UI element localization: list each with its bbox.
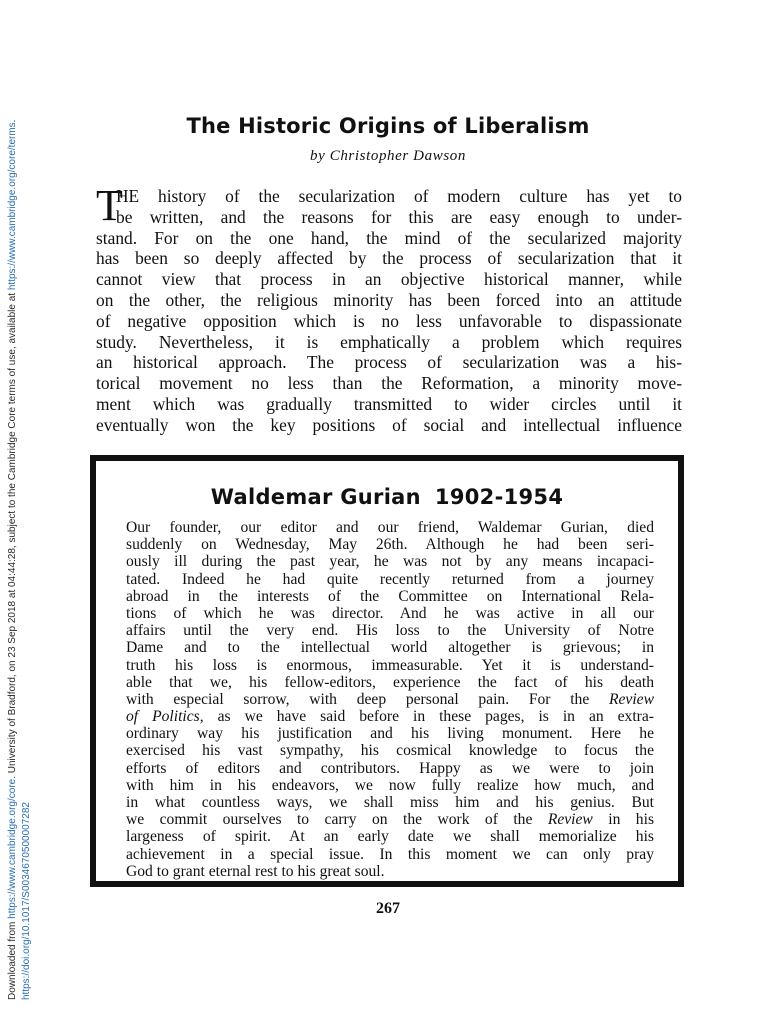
article-title: The Historic Origins of Liberalism — [186, 114, 590, 138]
download-notice — [0, 0, 44, 1024]
article-line: ment which was gradually transmitted to wider circles until it — [96, 393, 682, 414]
obituary-line: suddenly on Wednesday, May 26th. Although he had been seri- — [126, 536, 654, 554]
article-line: has been so deeply affected by the process of secularization that it — [96, 248, 682, 269]
obituary-line: efforts of editors and contributors. Happy as we were to join — [126, 759, 654, 777]
obituary-line: ordinary way his justification and his living monument. Here he — [126, 725, 654, 743]
obituary-line: truth his loss is enormous, immeasurable. Yet it is understand- — [126, 656, 654, 674]
obituary-line: able that we, his fellow-editors, experience the fact of his death — [126, 673, 654, 691]
article-byline: by Christopher Dawson — [310, 148, 466, 164]
obituary-line: largeness of spirit. At an early date we shall memorialize his — [126, 828, 654, 846]
article-line: stand. For on the one hand, the mind of the secularized majority — [96, 227, 682, 248]
obituary-line: achievement in a special issue. In this moment we can only pray — [126, 845, 654, 863]
article-line: of negative opposition which is no less unfavorable to dispassionate — [96, 310, 682, 331]
download-notice-line-1: Downloaded from https://www.cambridge.org/core. University of Bradford, on 23 Sep 2018 at 04:44:28, subject to the Cambridge Core terms of use, available at https://www.cambridge.org/core/terms. — [7, 119, 18, 1000]
obituary-line: affairs until the very end. His loss to the University of Notre — [126, 622, 654, 640]
article-body — [96, 181, 682, 436]
obituary-text — [126, 519, 654, 880]
article-line: eventually won the key positions of social and intellectual influence — [96, 414, 682, 435]
obituary-name: Waldemar Gurian — [210, 485, 421, 509]
article-line: an historical approach. The process of secularization was a his- — [96, 352, 682, 373]
obituary-line: we commit ourselves to carry on the work of the Review in his — [126, 811, 655, 829]
obituary-line: with him in his endeavors, we now fully realize how much, and — [126, 776, 654, 794]
download-notice-line-2 — [20, 802, 33, 1000]
article-line: be written, and the reasons for this are easy enough to under- — [116, 206, 682, 227]
page-number: 267 — [376, 900, 400, 917]
article-line: HE history of the secularization of modern culture has yet to — [116, 186, 682, 206]
obituary-title — [96, 485, 678, 509]
terms-link[interactable]: https://www.cambridge.org/core/terms — [7, 122, 18, 291]
article-line: torical movement no less than the Reformation, a minority move- — [96, 373, 682, 394]
article-line: cannot view that process in an objective historical manner, while — [96, 269, 682, 290]
obituary-line: God to grant eternal rest to his great soul. — [126, 862, 385, 880]
obituary-line: exercised his vast sympathy, his cosmical knowledge to focus the — [126, 742, 654, 760]
doi-link[interactable]: https://doi.org/10.1017/S0034670500007282 — [21, 802, 32, 1000]
drop-cap: T — [96, 181, 123, 230]
obituary-years: 1902-1954 — [434, 485, 564, 509]
obituary-line: with especial sorrow, with deep personal pain. For the Review — [126, 690, 654, 708]
obituary-line: of Politics, as we have said before in these pages, is in an extra- — [126, 708, 654, 726]
obituary-line: Dame and to the intellectual world altogether is grievous; in — [126, 639, 654, 657]
obituary-box — [90, 455, 684, 887]
obituary-line: tions of which he was director. And he was active in all our — [126, 604, 654, 622]
obituary-line: abroad in the interests of the Committee on International Rela- — [126, 587, 654, 605]
article-line: on the other, the religious minority has been forced into an attitude — [96, 289, 682, 310]
article-line: study. Nevertheless, it is emphatically a problem which requires — [96, 331, 682, 352]
obituary-line: in what countless ways, we shall miss him and his genius. But — [126, 794, 654, 811]
cambridge-core-link[interactable]: https://www.cambridge.org/core — [7, 778, 18, 919]
obituary-line: tated. Indeed he had quite recently returned from a journey — [126, 570, 654, 588]
obituary-line: ously ill during the past year, he was not by any means incapaci- — [126, 553, 654, 571]
obituary-line: Our founder, our editor and our friend, Waldemar Gurian, died — [126, 519, 654, 536]
